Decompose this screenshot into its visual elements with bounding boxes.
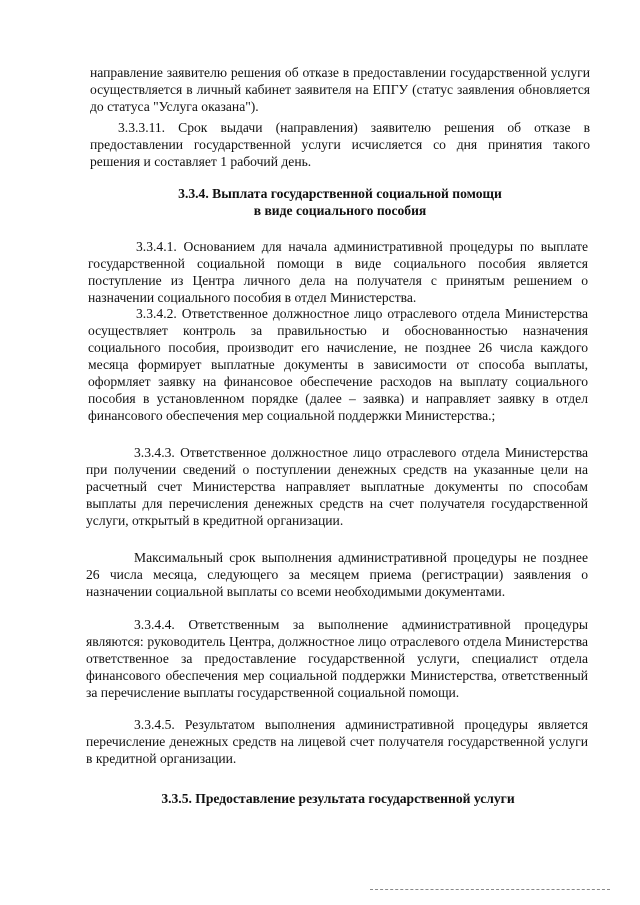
- paragraph-3-3-3-11: 3.3.3.11. Срок выдачи (направления) заявителю решения об отказе в предоставлении государственной услуги исчисляется со дня принятия такого решения и составляет 1 рабочий день.: [90, 120, 590, 169]
- paragraph-3-3-4-4: 3.3.4.4. Ответственным за выполнение административной процедуры являются: руководитель Центра, должностное лицо отраслевого отдела Министерства ответственное за предоставление государственной услуги, специалист отдела финансового обеспечения мер социальной поддержки Министерства, ответственный за перечисление выплаты государственной социальной помощи.: [86, 617, 588, 700]
- paragraph-3-3-4-2: 3.3.4.2. Ответственное должностное лицо отраслевого отдела Министерства осуществляет контроль за правильностью и обоснованностью назначения социального пособия, производит его начисление, не позднее 26 числа каждого месяца формирует выплатные документы в зависимости от способа выплаты, оформляет заявку на финансовое обеспечение расходов на выплату социального пособия в установленном порядке (далее – заявка) и направляет заявку в отдел финансового обеспечения мер социальной поддержки Министерства.;: [88, 306, 588, 423]
- paragraph-continuation: направление заявителю решения об отказе в предоставлении государственной услуги осуществляется в личный кабинет заявителя на ЕПГУ (статус заявления обновляется до статуса "Услуга оказана").: [90, 65, 590, 114]
- paragraph-3-3-4-3: 3.3.4.3. Ответственное должностное лицо отраслевого отдела Министерства при получении сведений о поступлении денежных средств на указанные цели на расчетный счет Министерства направляет выплатные документы по способам выплаты для перечисления денежных средств на счет получателя государственной услуги, открытый в кредитной организации.: [86, 445, 588, 528]
- scan-edge-dashes: [370, 889, 610, 894]
- section-heading-3-3-5: 3.3.5. Предоставление результата государственной услуги: [161, 791, 515, 806]
- section-heading-3-3-4: [90, 185, 590, 219]
- paragraph-max-term: Максимальный срок выполнения административной процедуры не позднее 26 числа месяца, следующего за месяцем приема (регистрации) заявления о назначении социальной выплаты со всеми необходимыми документами.: [86, 550, 588, 599]
- paragraph-3-3-4-1: 3.3.4.1. Основанием для начала административной процедуры по выплате государственной социальной помощи в виде социального пособия является поступление из Центра личного дела на получателя с принятым решением о назначении социального пособия в отдел Министерства.: [88, 239, 588, 305]
- paragraph-3-3-4-5: 3.3.4.5. Результатом выполнения административной процедуры является перечисление денежных средств на лицевой счет получателя государственной услуги в кредитной организации.: [86, 717, 588, 766]
- section-heading-3-3-4-line2: в виде социального пособия: [253, 203, 427, 218]
- section-heading-3-3-4-line1: 3.3.4. Выплата государственной социальной помощи: [178, 186, 502, 201]
